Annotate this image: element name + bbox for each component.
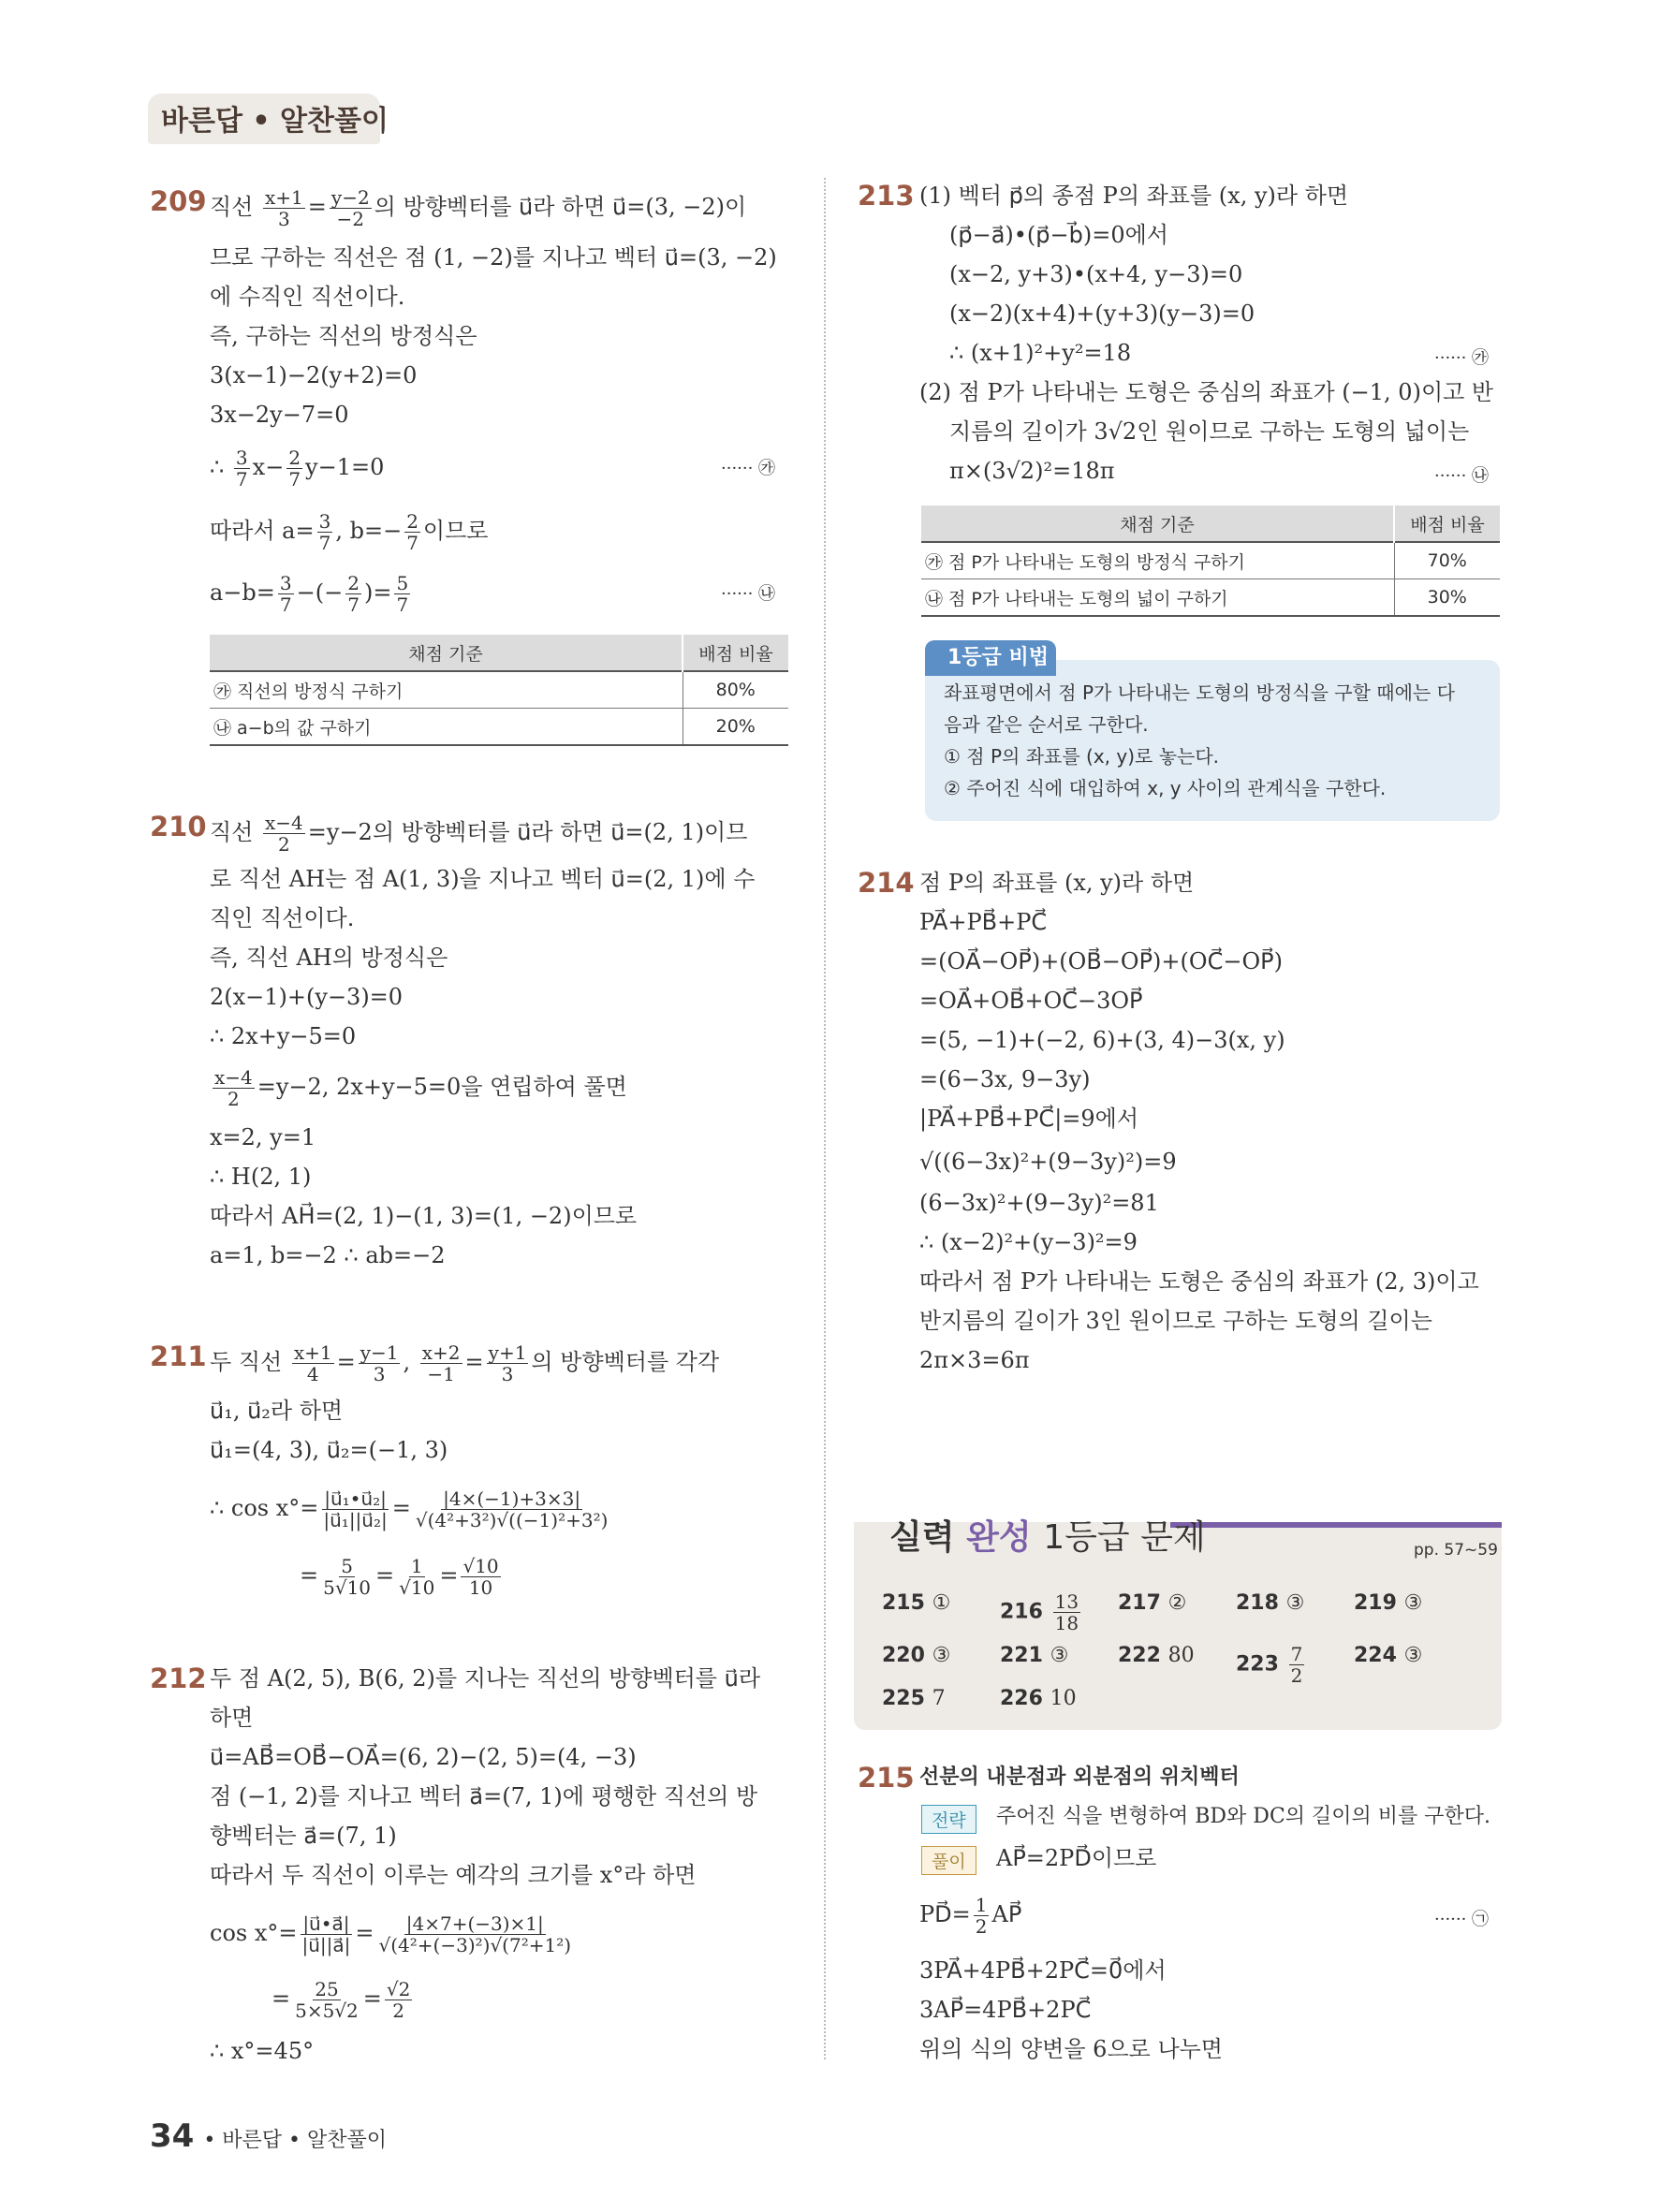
problem-number-213: 213 bbox=[858, 180, 915, 212]
answer-item bbox=[1000, 1644, 1068, 1667]
p209-marker-na: ······ ㉯ bbox=[721, 584, 776, 604]
strategy-badge: 전략 bbox=[921, 1805, 976, 1834]
p212-line-2: 하면 bbox=[210, 1705, 254, 1731]
p213-marker-ga: ······ ㉮ bbox=[1434, 348, 1490, 368]
tip-tab: 1등급 비법 bbox=[925, 640, 1056, 676]
answer-number: 215 bbox=[882, 1591, 932, 1615]
answer-pages: pp. 57~59 bbox=[1414, 1541, 1498, 1560]
p213-grading-table bbox=[921, 505, 1500, 617]
p215-line-4: 3PA⃗+4PB⃗+2PC⃗=0⃗에서 bbox=[919, 1957, 1167, 1984]
p209-line-2: 므로 구하는 직선은 점 (1, −2)를 지나고 벡터 u⃗=(3, −2) bbox=[210, 244, 777, 271]
p215-line-3: PD⃗= $\frac{1}{2}$ AP⃗ bbox=[919, 1894, 1022, 1938]
problem-number-211: 211 bbox=[150, 1340, 207, 1372]
p215-strategy-text: 주어진 식을 변형하여 BD와 DC의 길이의 비를 구한다. bbox=[996, 1805, 1491, 1828]
p214-line-12: 반지름의 길이가 3인 원이므로 구하는 도형의 길이는 bbox=[919, 1308, 1432, 1334]
p210-line-7: $\frac{x-4}{2}$ =y−2, 2x+y−5=0을 연립하여 풀면 bbox=[214, 1066, 627, 1110]
answer-summary-heading: 실력 완성 1등급 문제 bbox=[889, 1518, 1206, 1557]
p215-line-6: 위의 식의 양변을 6으로 나누면 bbox=[919, 2036, 1223, 2062]
p215-title: 선분의 내분점과 외분점의 위치벡터 bbox=[919, 1765, 1240, 1789]
problem-number-212: 212 bbox=[150, 1663, 207, 1694]
grading-criteria: ㉯ 점 P가 나타내는 도형의 넓이 구하기 bbox=[921, 579, 1394, 617]
answer-value: ③ bbox=[1403, 1644, 1423, 1667]
p209-line-4: 즉, 구하는 직선의 방정식은 bbox=[210, 323, 477, 349]
answer-value: $\frac{13}{18}$ bbox=[1054, 1590, 1079, 1634]
p214-line-3: =(OA⃗−OP⃗)+(OB⃗−OP⃗)+(OC⃗−OP⃗) bbox=[919, 948, 1283, 974]
answer-value: ③ bbox=[1403, 1591, 1423, 1615]
p209-marker-ga: ······ ㉮ bbox=[721, 459, 776, 478]
answer-item bbox=[1000, 1687, 1077, 1710]
p210-line-9: ∴ H(2, 1) bbox=[210, 1164, 312, 1190]
p214-line-9: (6−3x)²+(9−3y)²=81 bbox=[919, 1190, 1159, 1216]
p209-line-6: 3x−2y−7=0 bbox=[210, 402, 349, 428]
grading-criteria: ㉮ 직선의 방정식 구하기 bbox=[210, 671, 683, 709]
p209-line-8: 따라서 a= $\frac{3}{7}$ , b=− $\frac{2}{7}$ 이므로 bbox=[210, 510, 489, 554]
p212-line-6: 따라서 두 직선이 이루는 예각의 크기를 x°라 하면 bbox=[210, 1862, 697, 1888]
p211-line-4: ∴ cos x°= $\frac{\text{|u⃗₁•u⃗₂|}}{\text{|u⃗₁||u⃗₂|}}$ = $\frac{|4\times(-1)+3\times 3|}{\text{√(4²+3²)√((−1)²+3²)}}$ bbox=[210, 1487, 609, 1531]
p213-line-2: (p⃗−a⃗)•(p⃗−b⃗)=0에서 bbox=[949, 222, 1168, 248]
answer-value: ③ bbox=[932, 1644, 951, 1667]
p209-grading-table bbox=[210, 635, 788, 746]
p209-line-9: a−b= $\frac{3}{7}$ −(− $\frac{2}{7}$ )= $\frac{5}{7}$ bbox=[210, 572, 409, 616]
p212-line-5: 향벡터는 a⃗=(7, 1) bbox=[210, 1823, 397, 1849]
page-number: 34 bbox=[150, 2117, 195, 2155]
grading-header-criteria: 채점 기준 bbox=[210, 635, 683, 671]
table-row bbox=[210, 709, 788, 746]
p214-line-10: ∴ (x−2)²+(y−3)²=9 bbox=[919, 1229, 1138, 1255]
p212-line-1: 두 점 A(2, 5), B(6, 2)를 지나는 직선의 방향벡터를 u⃗라 bbox=[210, 1665, 761, 1692]
answer-item bbox=[1236, 1591, 1304, 1615]
p214-line-6: =(6−3x, 9−3y) bbox=[919, 1066, 1091, 1092]
answer-number: 223 bbox=[1236, 1652, 1286, 1677]
p211-line-1: 두 직선 $\frac{x+1}{4}$ = $\frac{y-1}{3}$ , $\frac{x+2}{-1}$ = $\frac{y+1}{3}$ 의 방향벡터를 각각 bbox=[210, 1341, 720, 1385]
answer-number: 216 bbox=[1000, 1600, 1050, 1624]
answer-number: 225 bbox=[882, 1687, 932, 1710]
p211-line-3: u⃗₁=(4, 3), u⃗₂=(−1, 3) bbox=[210, 1437, 448, 1463]
answer-value: 80 bbox=[1167, 1644, 1195, 1667]
p212-line-8: = $\frac{25}{5\times 5√2}$ = $\frac{√2}{2}$ bbox=[272, 1978, 411, 2022]
grading-criteria: ㉯ a−b의 값 구하기 bbox=[210, 709, 683, 746]
p213-line-3: (x−2, y+3)•(x+4, y−3)=0 bbox=[949, 261, 1243, 287]
p214-line-1: 점 P의 좌표를 (x, y)라 하면 bbox=[919, 870, 1195, 896]
p210-line-2: 로 직선 AH는 점 A(1, 3)을 지나고 벡터 u⃗=(2, 1)에 수 bbox=[210, 866, 756, 892]
grading-header-criteria: 채점 기준 bbox=[921, 505, 1394, 542]
p215-line-5: 3AP⃗=4PB⃗+2PC⃗ bbox=[919, 1997, 1092, 2023]
table-row bbox=[921, 542, 1500, 579]
page-footer bbox=[150, 2117, 387, 2155]
column-divider bbox=[824, 178, 826, 2059]
answer-item bbox=[1000, 1591, 1083, 1633]
tip-line-2: 음과 같은 순서로 구한다. bbox=[944, 713, 1149, 736]
p212-line-4: 점 (−1, 2)를 지나고 벡터 a⃗=(7, 1)에 평행한 직선의 방 bbox=[210, 1783, 758, 1809]
footer-text: • 바른답 • 알찬풀이 bbox=[203, 2129, 388, 2152]
p210-line-5: 2(x−1)+(y−3)=0 bbox=[210, 984, 404, 1010]
p214-line-5: =(5, −1)+(−2, 6)+(3, 4)−3(x, y) bbox=[919, 1027, 1285, 1053]
grading-ratio: 70% bbox=[1394, 542, 1500, 579]
grading-header-ratio: 배점 비율 bbox=[1394, 505, 1500, 542]
answer-item bbox=[1354, 1591, 1422, 1615]
p210-line-10: 따라서 AH⃗=(2, 1)−(1, 3)=(1, −2)이므로 bbox=[210, 1203, 638, 1229]
p214-line-11: 따라서 점 P가 나타내는 도형은 중심의 좌표가 (2, 3)이고 bbox=[919, 1268, 1479, 1295]
answer-number: 224 bbox=[1354, 1644, 1404, 1667]
table-row bbox=[210, 671, 788, 709]
answer-number: 220 bbox=[882, 1644, 932, 1667]
answer-value: ① bbox=[932, 1591, 951, 1615]
p212-line-9: ∴ x°=45° bbox=[210, 2038, 315, 2064]
p213-line-8: π×(3√2)²=18π bbox=[949, 458, 1115, 484]
p214-line-7: |PA⃗+PB⃗+PC⃗|=9에서 bbox=[919, 1106, 1139, 1132]
answer-item bbox=[1118, 1644, 1195, 1667]
answer-item bbox=[1118, 1591, 1186, 1615]
solution-badge: 풀이 bbox=[921, 1846, 976, 1875]
problem-number-214: 214 bbox=[858, 867, 915, 899]
answer-number: 226 bbox=[1000, 1687, 1050, 1710]
table-row bbox=[921, 579, 1500, 617]
p209-line-3: 에 수직인 직선이다. bbox=[210, 284, 405, 310]
grading-ratio: 80% bbox=[683, 671, 788, 709]
p212-line-3: u⃗=AB⃗=OB⃗−OA⃗=(6, 2)−(2, 5)=(4, −3) bbox=[210, 1744, 637, 1770]
p211-line-2: u⃗₁, u⃗₂라 하면 bbox=[210, 1398, 344, 1424]
p211-line-5: = $\frac{5}{5√10}$ = $\frac{1}{√10}$ = $\frac{√10}{10}$ bbox=[300, 1555, 499, 1599]
p210-line-4: 즉, 직선 AH의 방정식은 bbox=[210, 945, 448, 971]
p213-line-7: 지름의 길이가 3√2인 원이므로 구하는 도형의 넓이는 bbox=[949, 418, 1470, 445]
page-header-title: 바른답 • 알찬풀이 bbox=[161, 105, 389, 138]
p209-line-5: 3(x−1)−2(y+2)=0 bbox=[210, 362, 418, 388]
answer-item bbox=[1354, 1644, 1422, 1667]
grading-ratio: 30% bbox=[1394, 579, 1500, 617]
p213-line-4: (x−2)(x+4)+(y+3)(y−3)=0 bbox=[949, 300, 1255, 327]
grading-header-ratio: 배점 비율 bbox=[683, 635, 788, 671]
p210-line-6: ∴ 2x+y−5=0 bbox=[210, 1023, 357, 1049]
answer-item bbox=[882, 1687, 946, 1710]
answer-value: 7 bbox=[932, 1687, 946, 1710]
p214-line-8: √((6−3x)²+(9−3y)²)=9 bbox=[919, 1149, 1177, 1175]
p213-line-5: ∴ (x+1)²+y²=18 bbox=[949, 340, 1132, 366]
problem-number-210: 210 bbox=[150, 811, 207, 842]
answer-number: 219 bbox=[1354, 1591, 1404, 1615]
p214-line-13: 2π×3=6π bbox=[919, 1347, 1030, 1373]
problem-number-215: 215 bbox=[858, 1762, 915, 1794]
answer-item bbox=[882, 1591, 950, 1615]
grading-ratio: 20% bbox=[683, 709, 788, 746]
answer-value: 10 bbox=[1050, 1687, 1077, 1710]
p214-line-4: =OA⃗+OB⃗+OC⃗−3OP⃗ bbox=[919, 988, 1143, 1014]
p213-marker-na: ······ ㉯ bbox=[1434, 466, 1490, 486]
answer-value: ③ bbox=[1050, 1644, 1069, 1667]
p212-line-7: cos x°= $\frac{|u⃗•a⃗|}{|u⃗||a⃗|}$ = $\frac{|4\times 7+(-3)\times 1|}{\text{√(4²+(−3)²)√(7²+1²)}}$ bbox=[210, 1912, 572, 1956]
answer-item bbox=[1236, 1644, 1307, 1686]
p213-line-6: (2) 점 P가 나타내는 도형은 중심의 좌표가 (−1, 0)이고 반 bbox=[919, 379, 1494, 405]
answer-number: 221 bbox=[1000, 1644, 1050, 1667]
p214-line-2: PA⃗+PB⃗+PC⃗ bbox=[919, 909, 1048, 935]
answer-number: 218 bbox=[1236, 1591, 1286, 1615]
answer-item bbox=[882, 1644, 950, 1667]
answer-number: 222 bbox=[1118, 1644, 1168, 1667]
tip-line-1: 좌표평면에서 점 P가 나타내는 도형의 방정식을 구할 때에는 다 bbox=[944, 681, 1455, 704]
answer-value: ③ bbox=[1285, 1591, 1305, 1615]
p209-line-1: 직선 $\frac{x+1}{3}$ = $\frac{y-2}{-2}$ 의 방향벡터를 u⃗라 하면 u⃗=(3, −2)이 bbox=[210, 186, 747, 230]
p210-line-1: 직선 $\frac{x-4}{2}$ =y−2의 방향벡터를 u⃗라 하면 u⃗=(2, 1)이므 bbox=[210, 812, 748, 856]
p210-line-3: 직인 직선이다. bbox=[210, 905, 355, 931]
tip-line-4: ② 주어진 식에 대입하여 x, y 사이의 관계식을 구한다. bbox=[944, 777, 1387, 799]
answer-number: 217 bbox=[1118, 1591, 1168, 1615]
grading-criteria: ㉮ 점 P가 나타내는 도형의 방정식 구하기 bbox=[921, 542, 1394, 579]
p215-line-2: AP⃗=2PD⃗이므로 bbox=[996, 1845, 1157, 1871]
problem-number-209: 209 bbox=[150, 185, 207, 217]
p209-line-7: ∴ $\frac{3}{7}$ x− $\frac{2}{7}$ y−1=0 bbox=[210, 447, 385, 491]
p215-marker: ······ ㉠ bbox=[1434, 1910, 1490, 1929]
p210-line-8: x=2, y=1 bbox=[210, 1124, 316, 1150]
tip-line-3: ① 점 P의 좌표를 (x, y)로 놓는다. bbox=[944, 745, 1220, 768]
answer-summary-bar bbox=[1170, 1522, 1502, 1528]
answer-value: $\frac{7}{2}$ bbox=[1290, 1643, 1303, 1687]
p213-line-1: (1) 벡터 p⃗의 종점 P의 좌표를 (x, y)라 하면 bbox=[919, 183, 1349, 209]
p210-line-11: a=1, b=−2 ∴ ab=−2 bbox=[210, 1242, 446, 1268]
answer-value: ② bbox=[1167, 1591, 1187, 1615]
